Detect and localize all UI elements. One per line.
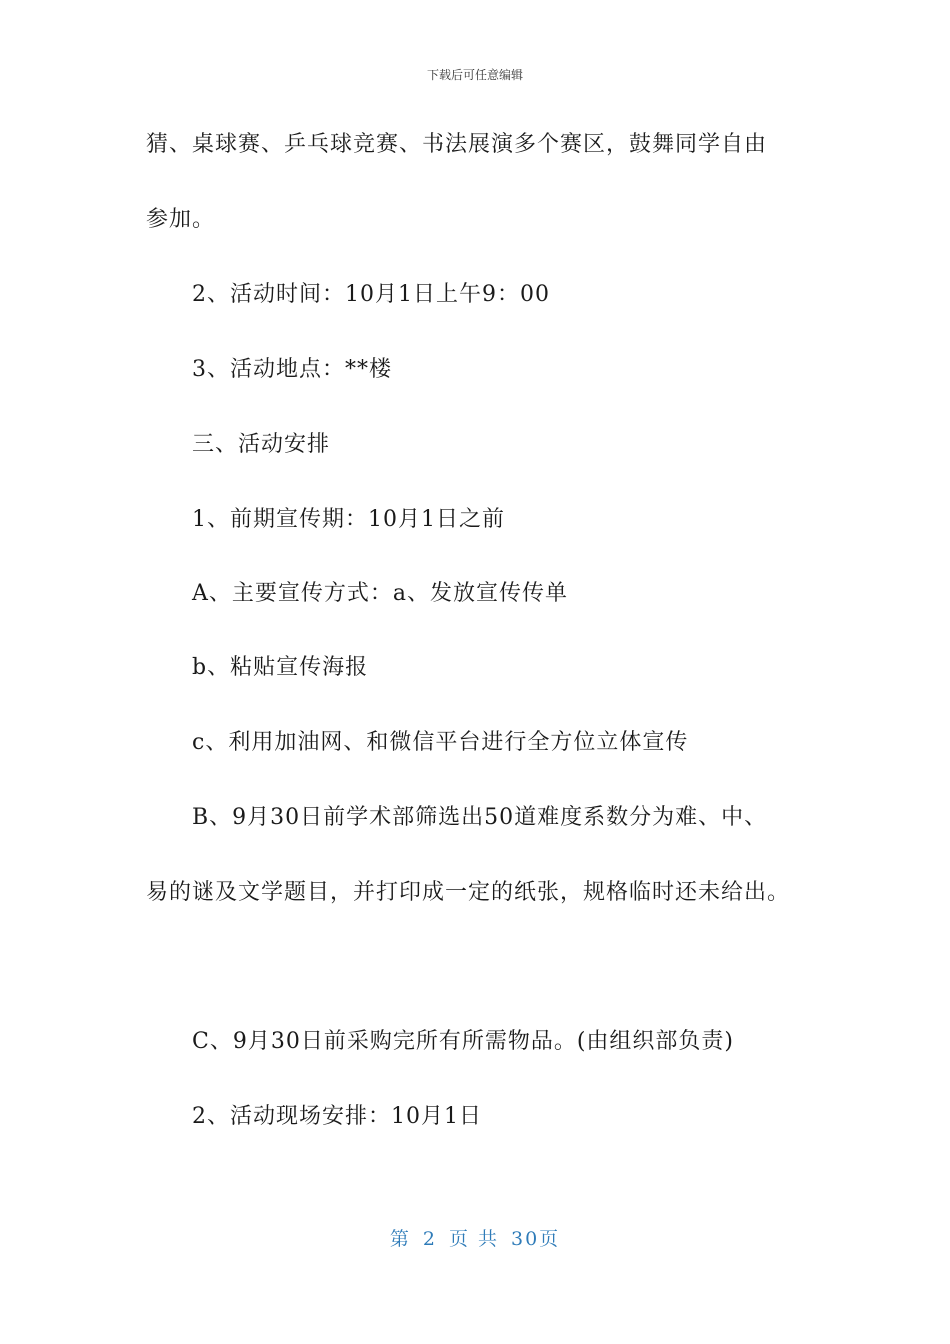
body-line: 猜、桌球赛、乒乓球竞赛、书法展演多个赛区，鼓舞同学自由 — [146, 132, 768, 157]
body-line: 参加。 — [146, 207, 216, 232]
footer-current-page: 2 — [422, 1228, 437, 1250]
body-line: A、主要宣传方式：a、发放宣传传单 — [192, 581, 569, 606]
header-note: 下载后可任意编辑 — [426, 68, 523, 82]
body-line: B、9月30日前学术部筛选出50道难度系数分为难、中、 — [192, 805, 768, 830]
footer-prefix: 第 — [389, 1228, 411, 1250]
footer-middle: 页 共 — [448, 1228, 499, 1250]
body-line: 易的谜及文学题目，并打印成一定的纸张，规格临时还未给出。 — [146, 880, 791, 905]
body-line: 2、活动时间：10月1日上午9：00 — [192, 282, 550, 307]
body-line: b、粘贴宣传海报 — [192, 655, 369, 680]
footer-total-pages: 30页 — [510, 1228, 561, 1250]
body-line: 2、活动现场安排：10月1日 — [192, 1104, 482, 1129]
body-line: 1、前期宣传期：10月1日之前 — [192, 507, 505, 532]
page-footer — [0, 1224, 950, 1251]
body-line: c、利用加油网、和微信平台进行全方位立体宣传 — [192, 730, 689, 755]
body-line: C、9月30日前采购完所有所需物品。(由组织部负责) — [192, 1029, 734, 1054]
section-heading: 三、活动安排 — [192, 432, 331, 457]
body-line: 3、活动地点：**楼 — [192, 357, 392, 382]
